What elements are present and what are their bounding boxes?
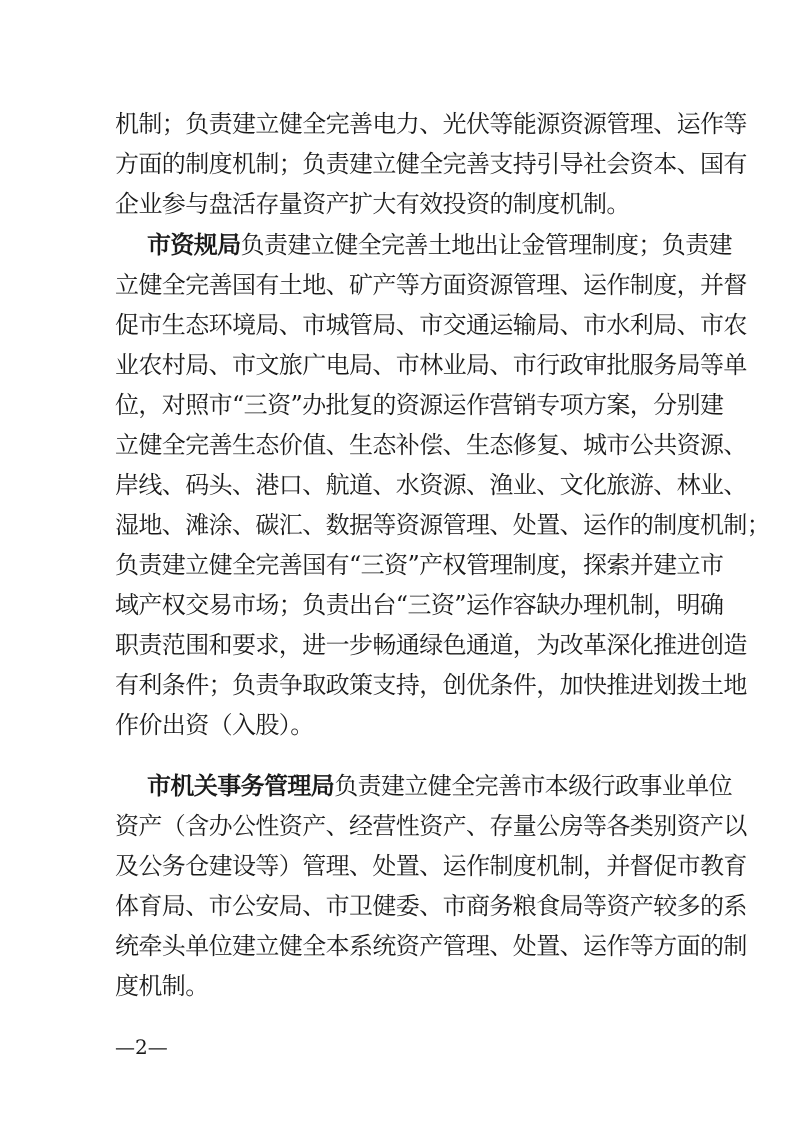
- paragraph-2: [115, 225, 771, 745]
- page-number: —2—: [115, 1035, 168, 1059]
- paragraph-2-line-4: 业农村局、市文旅广电局、市林业局、市行政审批服务局等单: [115, 351, 747, 379]
- paragraph-2-line-3: 促市生态环境局、市城管局、市交通运输局、市水利局、市农: [115, 311, 747, 339]
- paragraph-3-line-1: [115, 766, 733, 806]
- paragraph-1-line-3: 企业参与盘活存量资产扩大有效投资的制度机制。: [115, 190, 630, 218]
- paragraph-2-line-2: 立健全完善国有土地、矿产等方面资源管理、运作制度，并督: [115, 271, 747, 299]
- paragraph-2-lead: 市资规局: [147, 230, 241, 259]
- paragraph-3: [115, 766, 747, 1006]
- paragraph-3-lead: 市机关事务管理局: [147, 771, 335, 800]
- paragraph-1-line-1: 机制；负责建立健全完善电力、光伏等能源资源管理、运作等: [115, 110, 747, 138]
- paragraph-2-line-11: 职责范围和要求，进一步畅通绿色通道，为改革深化推进创造: [115, 631, 747, 659]
- paragraph-1-line-2: 方面的制度机制；负责建立健全完善支持引导社会资本、国有: [115, 150, 747, 178]
- paragraph-2-line-13: 作价出资（入股）。: [115, 711, 314, 739]
- paragraph-3-line-6: 度机制。: [115, 972, 209, 1000]
- paragraph-3-line-5: 统牵头单位建立健全本系统资产管理、处置、运作等方面的制: [115, 932, 747, 960]
- paragraph-2-line-5: 位，对照市“三资”办批复的资源运作营销专项方案，分别建: [115, 391, 724, 419]
- paragraph-2-line-1: [115, 225, 733, 265]
- paragraph-3-line-2: 资产（含办公性资产、经营性资产、存量公房等各类别资产以: [115, 812, 747, 840]
- paragraph-2-line-6: 立健全完善生态价值、生态补偿、生态修复、城市公共资源、: [115, 431, 747, 459]
- paragraph-3-first-rest: 负责建立健全完善市本级行政事业单位: [334, 772, 733, 800]
- paragraph-2-line-12: 有利条件；负责争取政策支持，创优条件，加快推进划拨土地: [115, 671, 747, 699]
- paragraph-2-line-7: 岸线、码头、港口、航道、水资源、渔业、文化旅游、林业、: [115, 471, 747, 499]
- paragraph-2-line-10: 域产权交易市场；负责出台“三资”运作容缺办理机制，明确: [115, 591, 724, 619]
- paragraph-3-line-4: 体育局、市公安局、市卫健委、市商务粮食局等资产较多的系: [115, 892, 747, 920]
- paragraph-1: [115, 104, 747, 224]
- paragraph-2-line-8: 湿地、滩涂、碳汇、数据等资源管理、处置、运作的制度机制；: [115, 511, 771, 539]
- paragraph-2-first-rest: 负责建立健全完善土地出让金管理制度；负责建: [240, 231, 733, 259]
- paragraph-2-line-9: 负责建立健全完善国有“三资”产权管理制度，探索并建立市: [115, 551, 724, 579]
- paragraph-3-line-3: 及公务仓建设等）管理、处置、运作制度机制，并督促市教育: [115, 852, 747, 880]
